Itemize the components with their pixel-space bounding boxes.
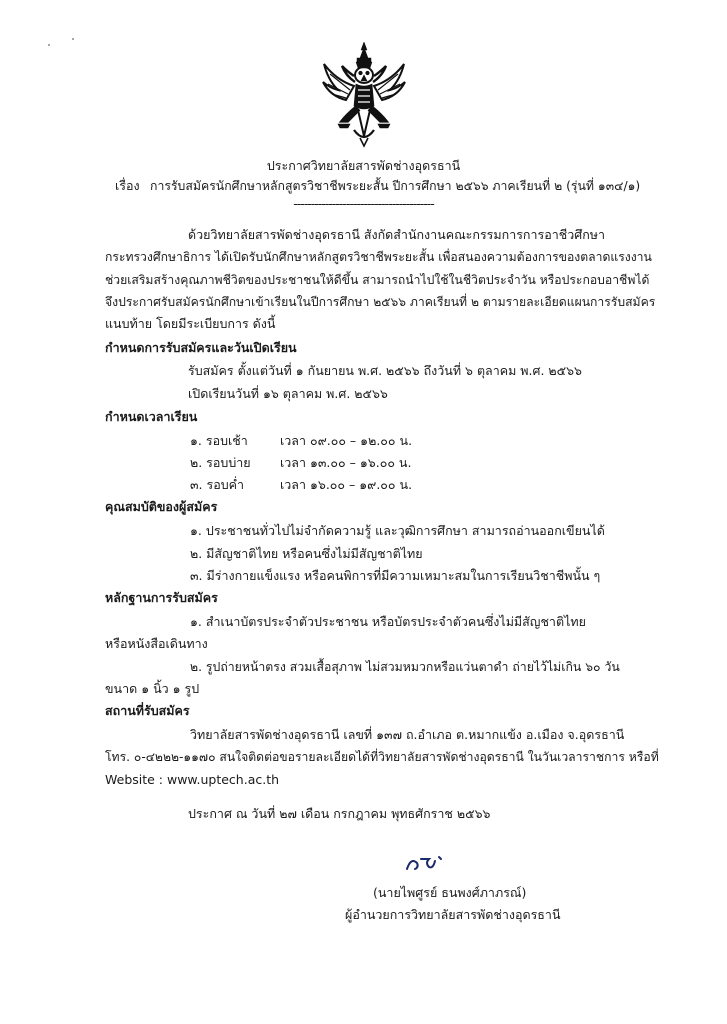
time-round-label: ๒. รอบบ่าย xyxy=(190,455,251,470)
intro-line-1: ด้วยวิทยาลัยสารพัดช่างอุดรธานี สังกัดสำนักงานคณะกรรมการการอาชีวศึกษา xyxy=(188,227,606,242)
announcement-org-line: ประกาศวิทยาลัยสารพัดช่างอุดรธานี xyxy=(266,158,461,173)
scan-speck xyxy=(48,44,50,46)
time-round-label: ๓. รอบค่ำ xyxy=(190,477,245,492)
time-round-hours: เวลา ๑๖.๐๐ – ๑๙.๐๐ น. xyxy=(280,477,413,492)
document-item: ๑. สำเนาบัตรประจำตัวประชาชน หรือบัตรประจำตัวคนซึ่งไม่มีสัญชาติไทย xyxy=(190,614,586,629)
qualifications-heading: คุณสมบัติของผู้สมัคร xyxy=(105,499,218,514)
schedule-apply: รับสมัคร ตั้งแต่วันที่ ๑ กันยายน พ.ศ. ๒๕๖๖ ถึงวันที่ ๖ ตุลาคม พ.ศ. ๒๕๖๖ xyxy=(188,363,582,378)
document-item: ๒. รูปถ่ายหน้าตรง สวมเสื้อสุภาพ ไม่สวมหมวกหรือแว่นตาดำ ถ่ายไว้ไม่เกิน ๖๐ วัน xyxy=(190,660,620,674)
document-item-continued: ขนาด ๑ นิ้ว ๑ รูป xyxy=(105,681,200,696)
intro-line-4: จึงประกาศรับสมัครนักศึกษาเข้าเรียนในปีการศึกษา ๒๕๖๖ ภาคเรียนที่ ๒ ตามรายละเอียดแผนการรับสมัคร xyxy=(105,295,656,309)
time-round-label: ๑. รอบเช้า xyxy=(190,433,248,448)
scan-speck xyxy=(72,38,74,40)
document-item-continued: หรือหนังสือเดินทาง xyxy=(105,636,208,651)
place-line-2: โทร. ๐-๔๒๒๒-๑๑๗๐ สนใจติดต่อขอรายละเอียดได้ที่วิทยาลัยสารพัดช่างอุดรธานี ในวันเวลาราชการ หรือที่ xyxy=(105,750,659,764)
qualification-item: ๒. มีสัญชาติไทย หรือคนซึ่งไม่มีสัญชาติไทย xyxy=(190,546,423,561)
place-heading: สถานที่รับสมัคร xyxy=(105,703,190,718)
time-round-hours: เวลา ๐๙.๐๐ – ๑๒.๐๐ น. xyxy=(280,433,413,448)
intro-line-3: ช่วยเสริมสร้างคุณภาพชีวิตของประชาชนให้ดีขึ้น สามารถนำไปใช้ในชีวิตประจำวัน หรือประกอบอาชีพได้ xyxy=(105,273,650,287)
subject-text: การรับสมัครนักศึกษาหลักสูตรวิชาชีพระยะสั้น ปีการศึกษา ๒๕๖๖ ภาคเรียนที่ ๒ (รุ่นที่ ๑๓๔/๑) xyxy=(150,179,641,193)
intro-line-2: กระทรวงศึกษาธิการ ได้เปิดรับนักศึกษาหลักสูตรวิชาชีพระยะสั้น เพื่อสนองความต้องการของตลาดแรงงาน xyxy=(105,250,652,264)
times-heading: กำหนดเวลาเรียน xyxy=(105,409,198,424)
website-line: Website : www.uptech.ac.th xyxy=(105,772,280,787)
schedule-heading: กำหนดการรับสมัครและวันเปิดเรียน xyxy=(105,340,297,355)
qualification-item: ๑. ประชาชนทั่วไปไม่จำกัดความรู้ และวุฒิการศึกษา สามารถอ่านออกเขียนได้ xyxy=(190,523,605,538)
handwritten-signature xyxy=(395,851,475,875)
signer-title: ผู้อำนวยการวิทยาลัยสารพัดช่างอุดรธานี xyxy=(345,907,561,922)
announcement-date: ประกาศ ณ วันที่ ๒๗ เดือน กรกฎาคม พุทธศักราช ๒๕๖๖ xyxy=(188,806,491,821)
subject-label: เรื่อง xyxy=(115,178,140,193)
intro-line-5: แนบท้าย โดยมีระเบียบการ ดังนี้ xyxy=(105,316,276,331)
place-line-1: วิทยาลัยสารพัดช่างอุดรธานี เลขที่ ๑๓๗ ถ.อำเภอ ต.หมากแข้ง อ.เมือง จ.อุดรธานี xyxy=(190,727,625,742)
time-round-hours: เวลา ๑๓.๐๐ – ๑๖.๐๐ น. xyxy=(280,455,412,470)
documents-heading: หลักฐานการรับสมัคร xyxy=(105,590,218,605)
signer-name: (นายไพศูรย์ ธนพงศ์ภาภรณ์) xyxy=(373,885,527,900)
garuda-emblem xyxy=(320,40,408,148)
qualification-item: ๓. มีร่างกายแข็งแรง หรือคนพิการที่มีความเหมาะสมในการเรียนวิชาชีพนั้น ๆ xyxy=(190,568,601,583)
schedule-open: เปิดเรียนวันที่ ๑๖ ตุลาคม พ.ศ. ๒๕๖๖ xyxy=(188,386,388,401)
title-divider: ---------------------------------------- xyxy=(293,196,434,211)
